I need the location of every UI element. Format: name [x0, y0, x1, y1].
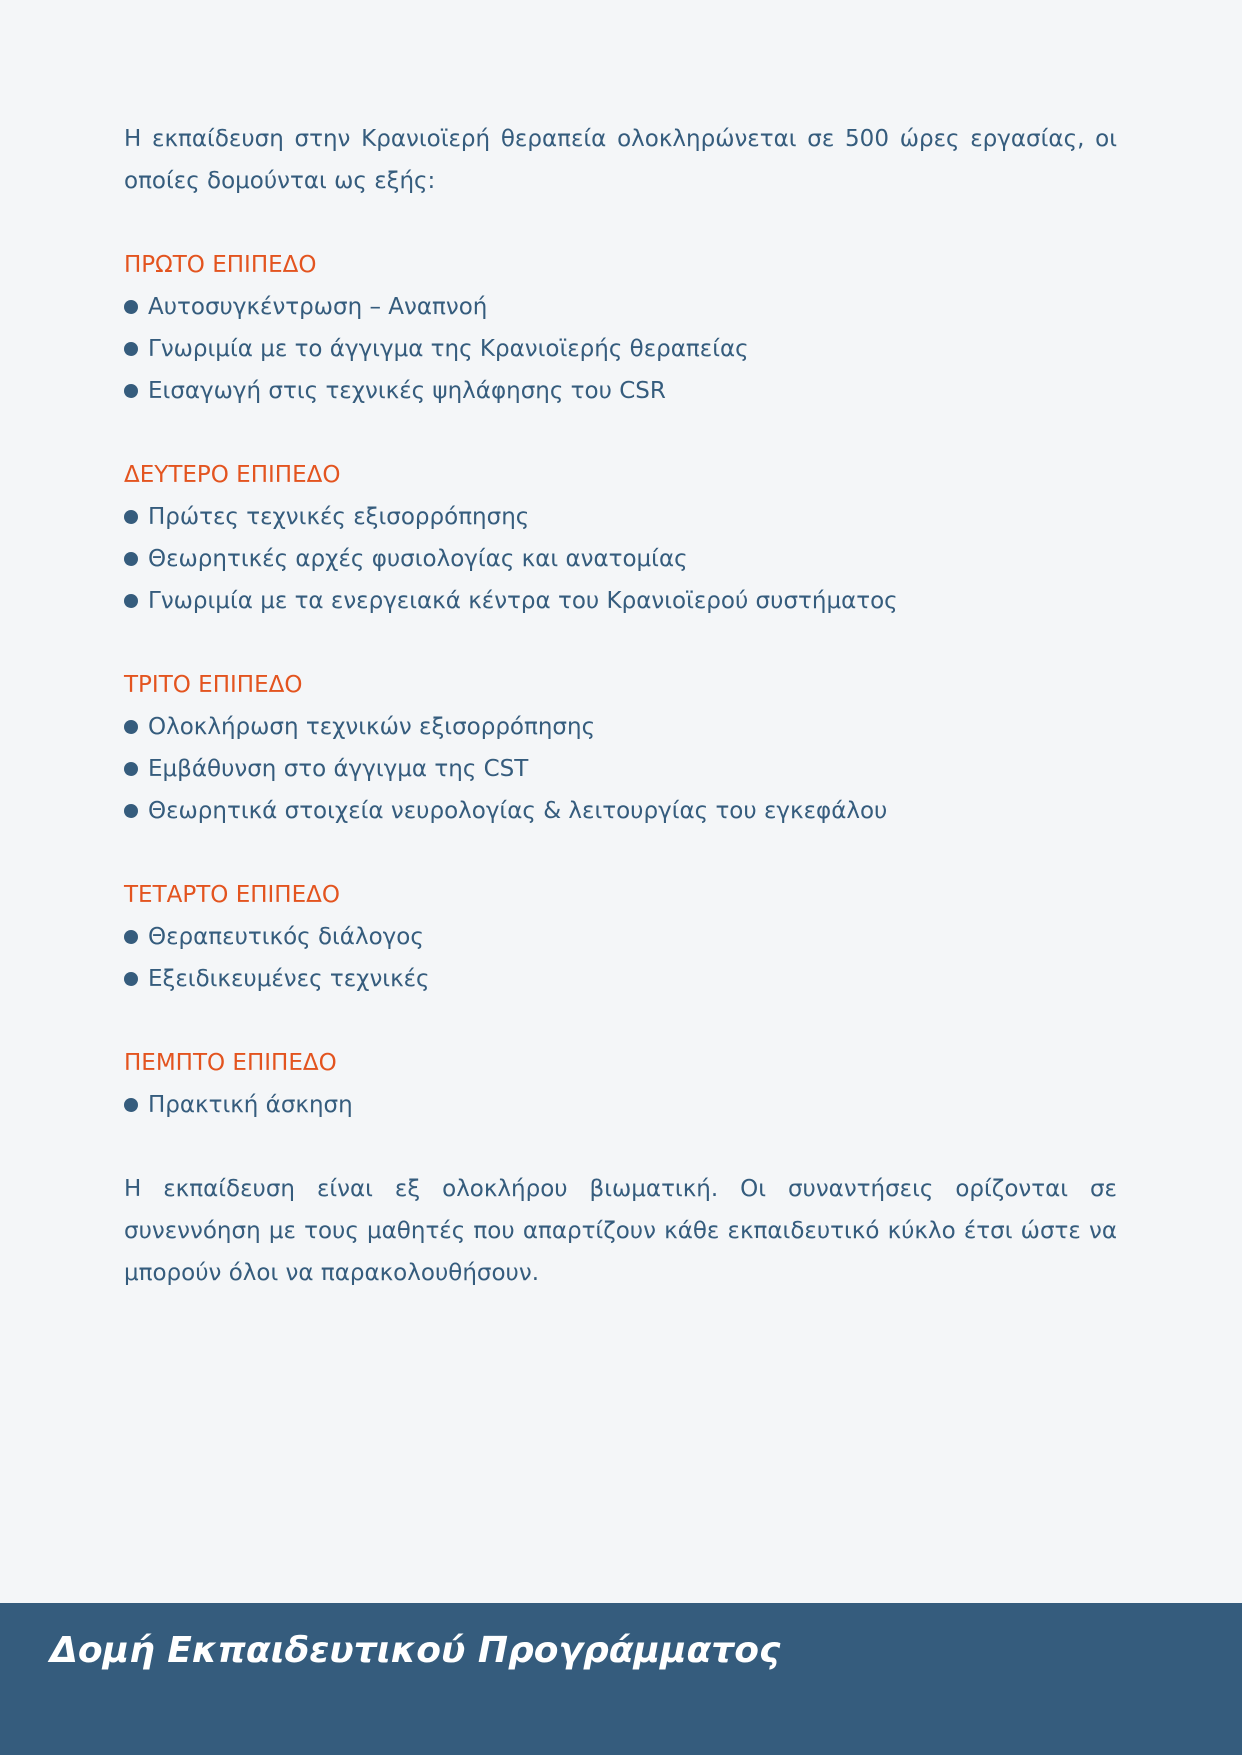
- footer-title: Δομή Εκπαιδευτικού Προγράμματος: [50, 1630, 781, 1671]
- list-item-text: Γνωριμία με τα ενεργειακά κέντρα του Κρανιοϊερού συστήματος: [148, 588, 898, 614]
- list-item: [124, 580, 1117, 622]
- list-item-text: Θεωρητικές αρχές φυσιολογίας και ανατομίας: [148, 546, 688, 572]
- list-item-text: Εισαγωγή στις τεχνικές ψηλάφησης του CSR: [148, 378, 666, 404]
- list-item: [124, 328, 1117, 370]
- bullet-icon: [124, 300, 138, 314]
- list-item: [124, 538, 1117, 580]
- footer-banner: [0, 1603, 1242, 1755]
- bullet-icon: [124, 594, 138, 608]
- list-item: [124, 496, 1117, 538]
- section-level-1: [124, 244, 1117, 412]
- closing-paragraph: Η εκπαίδευση είναι εξ ολοκλήρου βιωματική. Οι συναντήσεις ορίζονται σε συνεννόηση με τους μαθητές που απαρτίζουν κάθε εκπαιδευτικό κύκλο έτσι ώστε να μπορούν όλοι να παρακολουθήσουν.: [124, 1176, 1117, 1286]
- list-item-text: Πρώτες τεχνικές εξισορρόπησης: [148, 504, 530, 530]
- list-item-text: Εξειδικευμένες τεχνικές: [148, 966, 430, 992]
- document-body: [124, 118, 1117, 1294]
- section-title: ΔΕΥΤΕΡΟ ΕΠΙΠΕΔΟ: [124, 462, 341, 488]
- list-item: [124, 916, 1117, 958]
- bullet-icon: [124, 342, 138, 356]
- bullet-icon: [124, 552, 138, 566]
- list-item: [124, 706, 1117, 748]
- list-item-text: Γνωριμία με το άγγιγμα της Κρανιοϊερής θεραπείας: [148, 336, 749, 362]
- list-item: [124, 958, 1117, 1000]
- list-item-text: Αυτοσυγκέντρωση – Αναπνοή: [148, 294, 488, 320]
- intro-paragraph: Η εκπαίδευση στην Κρανιοϊερή θεραπεία ολοκληρώνεται σε 500 ώρες εργασίας, οι οποίες δομούνται ως εξής:: [124, 126, 1117, 194]
- list-item-text: Εμβάθυνση στο άγγιγμα της CST: [148, 756, 529, 782]
- bullet-icon: [124, 972, 138, 986]
- section-title: ΤΡΙΤΟ ΕΠΙΠΕΔΟ: [124, 672, 303, 698]
- list-item-text: Ολοκλήρωση τεχνικών εξισορρόπησης: [148, 714, 596, 740]
- list-item: [124, 748, 1117, 790]
- bullet-icon: [124, 1098, 138, 1112]
- list-item-text: Θεωρητικά στοιχεία νευρολογίας & λειτουργίας του εγκεφάλου: [148, 798, 888, 824]
- section-level-4: [124, 874, 1117, 1000]
- section-title: ΠΕΜΠΤΟ ΕΠΙΠΕΔΟ: [124, 1050, 337, 1076]
- list-item-text: Πρακτική άσκηση: [148, 1092, 353, 1118]
- bullet-icon: [124, 720, 138, 734]
- section-title: ΤΕΤΑΡΤΟ ΕΠΙΠΕΔΟ: [124, 882, 340, 908]
- bullet-icon: [124, 384, 138, 398]
- section-title: ΠΡΩΤΟ ΕΠΙΠΕΔΟ: [124, 252, 317, 278]
- section-level-5: [124, 1042, 1117, 1126]
- list-item: [124, 790, 1117, 832]
- bullet-icon: [124, 930, 138, 944]
- list-item: [124, 1084, 1117, 1126]
- list-item: [124, 286, 1117, 328]
- bullet-icon: [124, 762, 138, 776]
- list-item-text: Θεραπευτικός διάλογος: [148, 924, 424, 950]
- bullet-icon: [124, 510, 138, 524]
- section-level-3: [124, 664, 1117, 832]
- bullet-icon: [124, 804, 138, 818]
- section-level-2: [124, 454, 1117, 622]
- list-item: [124, 370, 1117, 412]
